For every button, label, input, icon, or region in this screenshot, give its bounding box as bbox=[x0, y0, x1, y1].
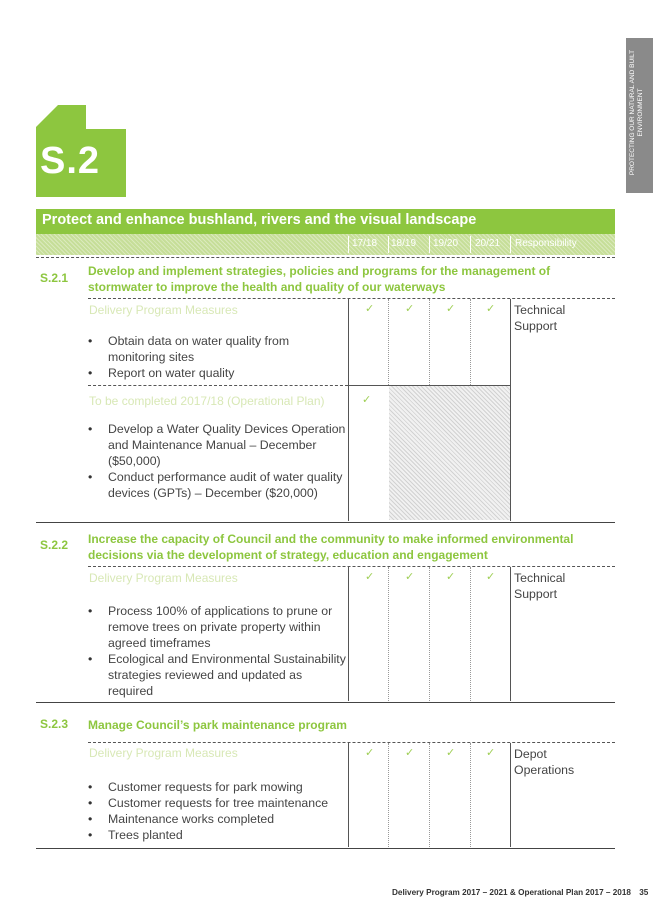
list-item: • Customer requests for tree maintenance bbox=[88, 795, 348, 811]
col-line bbox=[348, 743, 349, 847]
side-tab-label: PROTECTING OUR NATURAL AND BUILT ENVIRONMENT bbox=[629, 49, 644, 176]
list-item: • Ecological and Environmental Sustainability strategies reviewed and updated as required bbox=[88, 651, 348, 699]
measures-list bbox=[88, 603, 348, 699]
col-line bbox=[388, 567, 389, 701]
col-line bbox=[429, 299, 430, 385]
col-line bbox=[470, 567, 471, 701]
measures-list bbox=[88, 333, 348, 381]
not-applicable-cells bbox=[389, 386, 510, 520]
operational-plan-label: To be completed 2017/18 (Operational Plan) bbox=[89, 394, 325, 408]
measures-label: Delivery Program Measures bbox=[89, 303, 238, 317]
footer-text: Delivery Program 2017 – 2021 & Operational Plan 2017 – 2018 bbox=[392, 888, 631, 897]
col-divider bbox=[348, 236, 349, 253]
col-divider bbox=[510, 236, 511, 253]
page-number: 35 bbox=[639, 888, 649, 897]
responsibility-cell: Depot Operations bbox=[514, 747, 575, 777]
tick-19-20: ✓ bbox=[446, 747, 456, 759]
measures-label: Delivery Program Measures bbox=[89, 571, 238, 585]
tick-17-18: ✓ bbox=[362, 394, 372, 406]
list-item: • Customer requests for park mowing bbox=[88, 779, 348, 795]
list-item: • Develop a Water Quality Devices Operation and Maintenance Manual – December ($50,000) bbox=[88, 421, 348, 469]
row-divider bbox=[88, 742, 615, 743]
col-line bbox=[470, 743, 471, 847]
section-side-tab bbox=[626, 38, 653, 193]
col-line bbox=[388, 299, 389, 385]
operational-plan-list bbox=[88, 421, 348, 501]
col-line bbox=[510, 567, 511, 701]
page-title: Protect and enhance bushland, rivers and the visual landscape bbox=[42, 212, 477, 228]
col-divider bbox=[388, 236, 389, 253]
tick-20-21: ✓ bbox=[486, 571, 496, 583]
section-id: S.2.2 bbox=[40, 538, 69, 552]
tick-20-21: ✓ bbox=[486, 747, 496, 759]
col-line bbox=[510, 299, 511, 521]
section-divider bbox=[36, 522, 615, 523]
col-line bbox=[348, 299, 349, 521]
section-divider bbox=[36, 848, 615, 849]
section-divider bbox=[36, 702, 615, 703]
col-header-20-21: 20/21 bbox=[475, 238, 501, 249]
badge-label: S.2 bbox=[40, 140, 101, 182]
section-title: Manage Council’s park maintenance program bbox=[88, 718, 347, 732]
measures-list bbox=[88, 779, 348, 843]
list-item: • Maintenance works completed bbox=[88, 811, 348, 827]
tick-18-19: ✓ bbox=[405, 571, 415, 583]
tick-17-18: ✓ bbox=[365, 571, 375, 583]
tick-17-18: ✓ bbox=[365, 303, 375, 315]
tick-19-20: ✓ bbox=[446, 571, 456, 583]
col-header-responsibility: Responsibility bbox=[515, 238, 577, 249]
row-divider bbox=[88, 566, 615, 567]
tick-18-19: ✓ bbox=[405, 303, 415, 315]
responsibility-cell: Technical Support bbox=[514, 303, 566, 333]
tick-18-19: ✓ bbox=[405, 747, 415, 759]
row-divider bbox=[88, 298, 615, 299]
section-id: S.2.3 bbox=[40, 717, 69, 731]
col-line bbox=[348, 567, 349, 701]
col-line bbox=[388, 743, 389, 847]
list-item: • Process 100% of applications to prune or remove trees on private property within agreed timeframes bbox=[88, 603, 348, 651]
col-divider bbox=[470, 236, 471, 253]
section-title: Develop and implement strategies, policies and programs for the management of stormwater to improve the health and quality of our waterways bbox=[88, 264, 551, 294]
list-item: • Trees planted bbox=[88, 827, 348, 843]
section-title: Increase the capacity of Council and the community to make informed environmental decisions via the development of strategy, education and engagement bbox=[88, 532, 574, 562]
col-line bbox=[429, 743, 430, 847]
tick-17-18: ✓ bbox=[365, 747, 375, 759]
tick-20-21: ✓ bbox=[486, 303, 496, 315]
header-divider bbox=[36, 257, 615, 258]
row-divider bbox=[88, 385, 348, 386]
list-item: • Conduct performance audit of water quality devices (GPTs) – December ($20,000) bbox=[88, 469, 348, 501]
tick-19-20: ✓ bbox=[446, 303, 456, 315]
measures-label: Delivery Program Measures bbox=[89, 746, 238, 760]
responsibility-cell: Technical Support bbox=[514, 571, 566, 601]
col-line bbox=[510, 743, 511, 847]
page-footer bbox=[392, 888, 648, 897]
list-item: • Report on water quality bbox=[88, 365, 348, 381]
col-header-18-19: 18/19 bbox=[391, 238, 417, 249]
col-divider bbox=[429, 236, 430, 253]
col-line bbox=[429, 567, 430, 701]
col-header-17-18: 17/18 bbox=[352, 238, 378, 249]
section-id: S.2.1 bbox=[40, 271, 69, 285]
list-item: • Obtain data on water quality from monitoring sites bbox=[88, 333, 348, 365]
col-header-19-20: 19/20 bbox=[433, 238, 459, 249]
col-line bbox=[470, 299, 471, 385]
